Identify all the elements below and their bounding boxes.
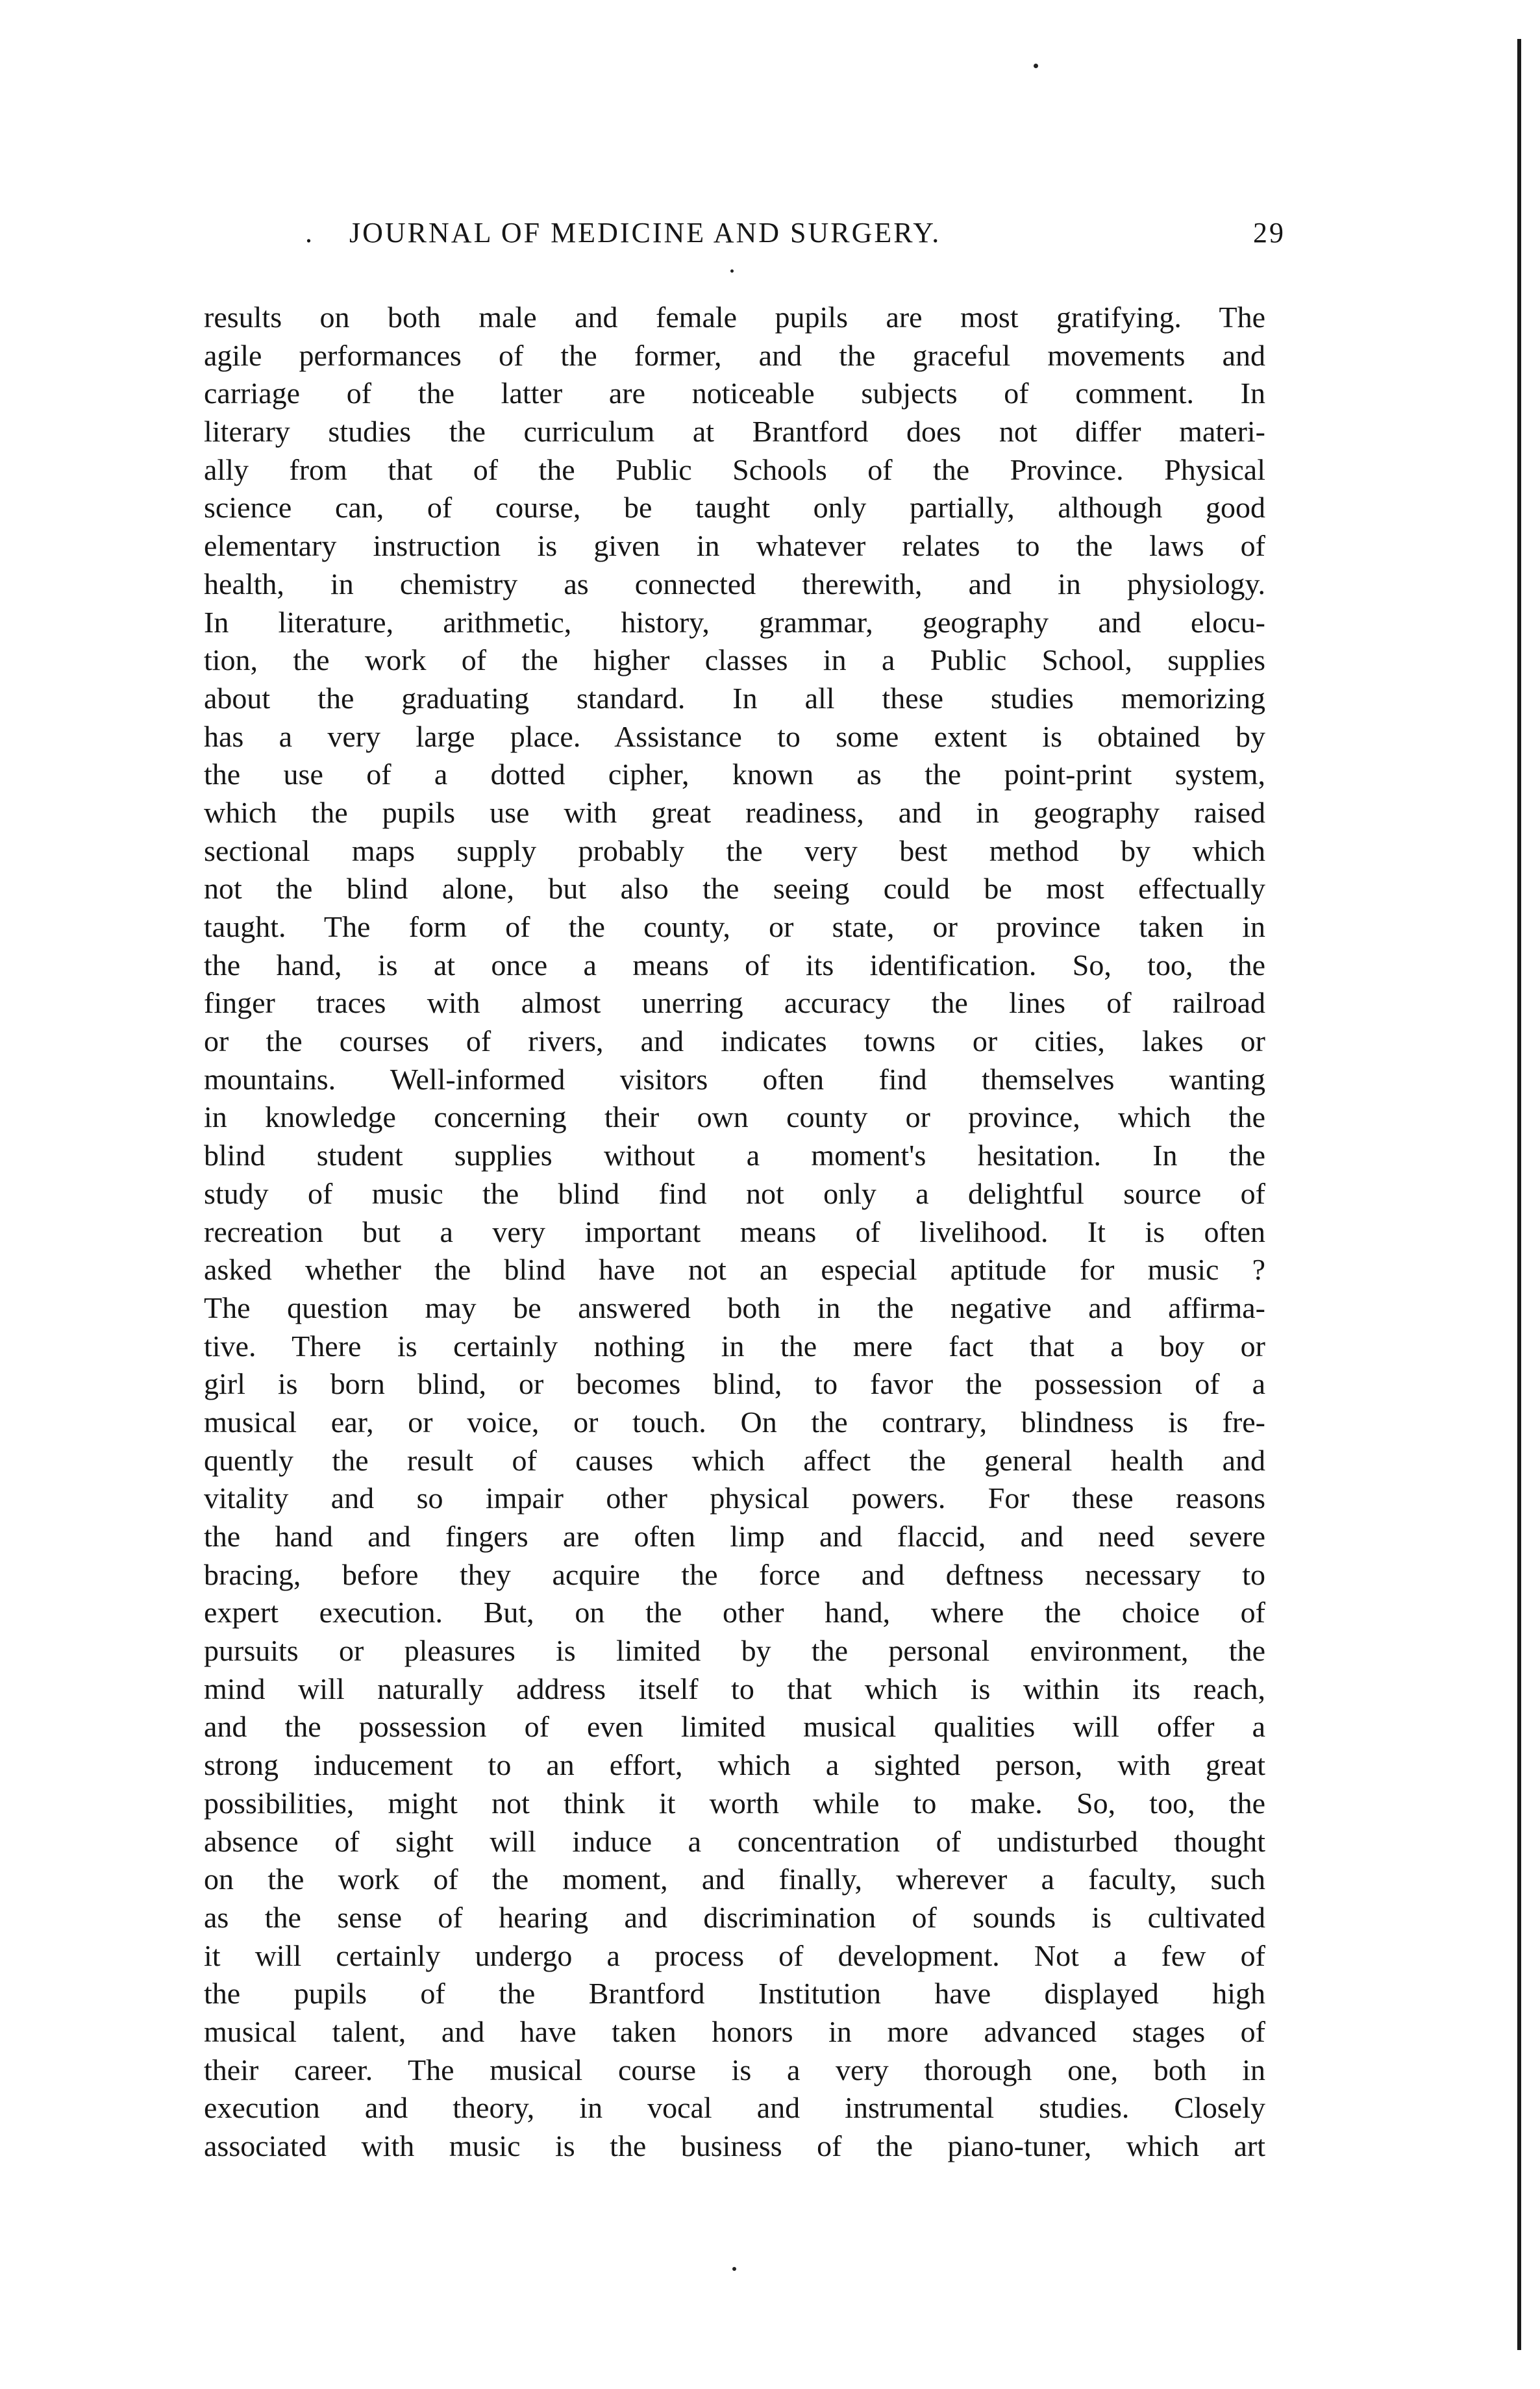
text-line: mountains. Well-informed visitors often find themselves wanting: [204, 1062, 1265, 1096]
text-line: tive. There is certainly nothing in the mere fact that a boy or: [204, 1329, 1265, 1363]
text-line: strong inducement to an effort, which a sighted person, with great: [204, 1748, 1265, 1782]
text-line: their career. The musical course is a very thorough one, both in: [204, 2053, 1265, 2086]
text-line: the hand and fingers are often limp and flaccid, and need severe: [204, 1520, 1265, 1553]
text-line: expert execution. But, on the other hand, where the choice of: [204, 1596, 1265, 1629]
ink-speck: [1034, 64, 1038, 68]
text-line: sectional maps supply probably the very best method by which: [204, 834, 1265, 867]
page-edge-rule: [1517, 39, 1521, 2350]
ink-speck: [732, 2267, 736, 2271]
text-line: literary studies the curriculum at Brantford does not differ materi-: [204, 415, 1265, 449]
text-line: blind student supplies without a moment's hesitation. In the: [204, 1139, 1265, 1172]
journal-title: JOURNAL OF MEDICINE AND SURGERY.: [349, 217, 941, 249]
text-line: elementary instruction is given in whatever relates to the laws of: [204, 529, 1265, 563]
text-line: as the sense of hearing and discrimination of sounds is cultivated: [204, 1900, 1265, 1934]
text-line: In literature, arithmetic, history, grammar, geography and elocu-: [204, 605, 1265, 639]
text-line: musical ear, or voice, or touch. On the contrary, blindness is fre-: [204, 1405, 1265, 1439]
text-line: health, in chemistry as connected therewith, and in physiology.: [204, 567, 1265, 600]
text-line: absence of sight will induce a concentration of undisturbed thought: [204, 1824, 1265, 1858]
text-line: the pupils of the Brantford Institution have displayed high: [204, 1977, 1265, 2011]
text-line: agile performances of the former, and the graceful movements and: [204, 338, 1265, 372]
text-line: the use of a dotted cipher, known as the point-print system,: [204, 758, 1265, 791]
text-line: finger traces with almost unerring accuracy the lines of railroad: [204, 986, 1265, 1020]
text-line: results on both male and female pupils are most gratifying. The: [204, 301, 1265, 334]
text-line: The question may be answered both in the negative and affirma-: [204, 1291, 1265, 1324]
text-line: ally from that of the Public Schools of the Province. Physical: [204, 452, 1265, 486]
ink-speck: [730, 269, 734, 273]
text-line: bracing, before they acquire the force and deftness necessary to: [204, 1557, 1265, 1591]
text-line: mind will naturally address itself to that which is within its reach,: [204, 1672, 1265, 1705]
running-header: [305, 210, 1285, 256]
text-line: tion, the work of the higher classes in a Public School, supplies: [204, 643, 1265, 677]
article-body: [204, 299, 1265, 2166]
text-line: has a very large place. Assistance to some extent is obtained by: [204, 719, 1265, 753]
text-line: associated with music is the business of the piano-tuner, which art: [204, 2129, 1265, 2162]
text-line: taught. The form of the county, or state, or province taken in: [204, 910, 1265, 943]
text-line: recreation but a very important means of livelihood. It is often: [204, 1215, 1265, 1248]
text-line: possibilities, might not think it worth while to make. So, too, the: [204, 1786, 1265, 1820]
text-line: about the graduating standard. In all these studies memorizing: [204, 681, 1265, 715]
text-line: quently the result of causes which affect the general health and: [204, 1443, 1265, 1477]
text-line: which the pupils use with great readiness, and in geography raised: [204, 795, 1265, 829]
text-line: pursuits or pleasures is limited by the personal environment, the: [204, 1634, 1265, 1668]
text-line: asked whether the blind have not an especial aptitude for music ?: [204, 1253, 1265, 1287]
text-line: execution and theory, in vocal and instrumental studies. Closely: [204, 2091, 1265, 2125]
text-line: the hand, is at once a means of its identification. So, too, the: [204, 948, 1265, 982]
page-number: 29: [1253, 217, 1285, 249]
header-bullet: .: [305, 217, 314, 249]
text-line: or the courses of rivers, and indicates towns or cities, lakes or: [204, 1024, 1265, 1058]
text-line: it will certainly undergo a process of development. Not a few of: [204, 1938, 1265, 1972]
text-line: carriage of the latter are noticeable subjects of comment. In: [204, 377, 1265, 410]
text-line: study of music the blind find not only a delightful source of: [204, 1176, 1265, 1210]
text-line: musical talent, and have taken honors in more advanced stages of: [204, 2014, 1265, 2048]
text-line: and the possession of even limited musical qualities will offer a: [204, 1710, 1265, 1744]
text-line: science can, of course, be taught only partially, although good: [204, 491, 1265, 525]
text-line: not the blind alone, but also the seeing could be most effectually: [204, 872, 1265, 906]
text-line: vitality and so impair other physical powers. For these reasons: [204, 1481, 1265, 1515]
text-line: girl is born blind, or becomes blind, to favor the possession of a: [204, 1367, 1265, 1401]
text-line: on the work of the moment, and finally, wherever a faculty, such: [204, 1863, 1265, 1896]
text-line: in knowledge concerning their own county or province, which the: [204, 1100, 1265, 1134]
